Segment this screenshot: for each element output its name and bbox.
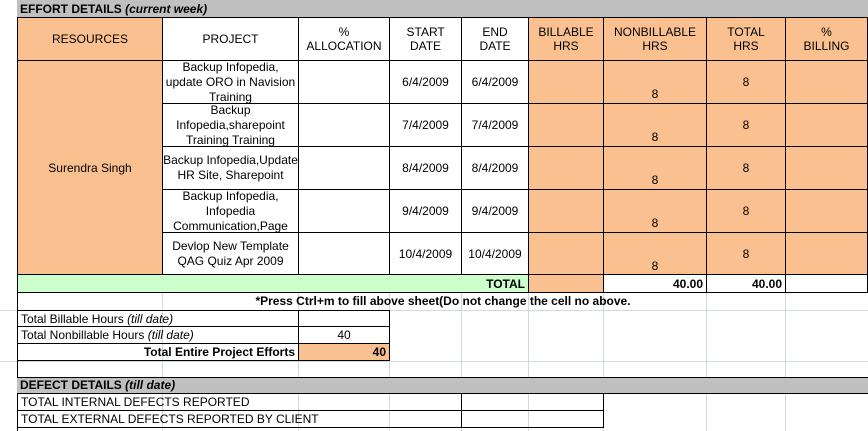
project-cell[interactable]: Backup Infopedia,Update HR Site, Sharepoint xyxy=(163,147,299,190)
billing-cell[interactable] xyxy=(786,147,868,190)
billable-cell[interactable] xyxy=(529,147,604,190)
nonbillable-label-text: Total Nonbillable Hours xyxy=(21,328,145,342)
allocation-cell[interactable] xyxy=(299,190,390,233)
nonbillable-cell[interactable]: 8 xyxy=(604,147,707,190)
total-hours-cell[interactable]: 40.00 xyxy=(707,275,786,293)
header-project[interactable]: PROJECT xyxy=(163,18,299,61)
nonbillable-label-note: (till date) xyxy=(147,328,194,342)
defect-title: DEFECT DETAILS xyxy=(20,378,122,392)
end-date-cell[interactable]: 7/4/2009 xyxy=(462,104,529,147)
billing-cell[interactable] xyxy=(786,104,868,147)
defect-title-note: (till date) xyxy=(125,378,176,392)
total-nonbillable-hours-label[interactable] xyxy=(17,327,299,344)
header-billable-hrs[interactable]: BILLABLE HRS xyxy=(529,18,604,61)
total-billable-cell[interactable] xyxy=(529,275,604,293)
internal-defects-label[interactable]: TOTAL INTERNAL DEFECTS REPORTED xyxy=(17,394,462,411)
total-hrs-cell[interactable]: 8 xyxy=(707,147,786,190)
total-hrs-cell[interactable]: 8 xyxy=(707,233,786,275)
header-billing[interactable]: % BILLING xyxy=(786,18,868,61)
allocation-cell[interactable] xyxy=(299,61,390,104)
start-date-cell[interactable]: 10/4/2009 xyxy=(390,233,462,275)
nonbillable-cell[interactable]: 8 xyxy=(604,104,707,147)
billable-cell[interactable] xyxy=(529,61,604,104)
allocation-cell[interactable] xyxy=(299,147,390,190)
external-defects-label[interactable]: TOTAL EXTERNAL DEFECTS REPORTED BY CLIENT xyxy=(17,411,462,428)
header-end-date[interactable]: END DATE xyxy=(462,18,529,61)
header-resources[interactable]: RESOURCES xyxy=(18,18,163,61)
end-date-cell[interactable]: 10/4/2009 xyxy=(462,233,529,275)
allocation-cell[interactable] xyxy=(299,233,390,275)
end-date-cell[interactable]: 9/4/2009 xyxy=(462,190,529,233)
billing-cell[interactable] xyxy=(786,190,868,233)
total-billable-hours-label[interactable] xyxy=(17,311,299,327)
total-hrs-cell[interactable]: 8 xyxy=(707,104,786,147)
billing-cell[interactable] xyxy=(786,61,868,104)
project-cell[interactable]: Devlop New Template QAG Quiz Apr 2009 xyxy=(163,233,299,275)
project-cell[interactable]: Backup Infopedia,sharepoint Training Training xyxy=(163,104,299,147)
total-billable-hours-value[interactable] xyxy=(299,311,390,327)
start-date-cell[interactable]: 6/4/2009 xyxy=(390,61,462,104)
nonbillable-cell[interactable]: 8 xyxy=(604,190,707,233)
effort-title: EFFORT DETAILS xyxy=(20,2,122,16)
defect-details-header[interactable] xyxy=(17,377,868,394)
end-date-cell[interactable]: 8/4/2009 xyxy=(462,147,529,190)
total-entire-project-efforts-value[interactable]: 40 xyxy=(299,344,390,361)
header-start-date[interactable]: START DATE xyxy=(390,18,462,61)
project-cell[interactable]: Backup Infopedia, update ORO in Navision Training xyxy=(163,61,299,104)
billable-cell[interactable] xyxy=(529,104,604,147)
internal-defects-value[interactable] xyxy=(462,394,604,411)
billable-label-text: Total Billable Hours xyxy=(21,311,124,326)
total-entire-project-efforts-label[interactable]: Total Entire Project Efforts xyxy=(17,344,299,361)
billing-cell[interactable] xyxy=(786,233,868,275)
total-nonbillable-hours-value[interactable]: 40 xyxy=(299,327,390,344)
end-date-cell[interactable]: 6/4/2009 xyxy=(462,61,529,104)
start-date-cell[interactable]: 9/4/2009 xyxy=(390,190,462,233)
resource-name[interactable]: Surendra Singh xyxy=(18,61,163,275)
total-hrs-cell[interactable]: 8 xyxy=(707,61,786,104)
effort-details-header[interactable] xyxy=(17,0,868,18)
start-date-cell[interactable]: 8/4/2009 xyxy=(390,147,462,190)
nonbillable-cell[interactable]: 8 xyxy=(604,61,707,104)
header-nonbillable-hrs[interactable]: NONBILLABLE HRS xyxy=(604,18,707,61)
total-billing-cell[interactable] xyxy=(786,275,868,293)
billable-cell[interactable] xyxy=(529,233,604,275)
fill-instruction-note: *Press Ctrl+m to fill above sheet(Do not change the cell no above. xyxy=(17,293,868,310)
allocation-cell[interactable] xyxy=(299,104,390,147)
project-cell[interactable]: Backup Infopedia, Infopedia Communication,Page xyxy=(163,190,299,233)
billable-label-note: (till date) xyxy=(127,311,174,326)
total-nonbillable-cell[interactable]: 40.00 xyxy=(604,275,707,293)
start-date-cell[interactable]: 7/4/2009 xyxy=(390,104,462,147)
total-hrs-cell[interactable]: 8 xyxy=(707,190,786,233)
total-row-label[interactable]: TOTAL xyxy=(18,275,529,293)
header-total-hrs[interactable]: TOTAL HRS xyxy=(707,18,786,61)
external-defects-value[interactable] xyxy=(462,411,604,428)
header-allocation[interactable]: % ALLOCATION xyxy=(299,18,390,61)
effort-title-note: (current week) xyxy=(125,2,208,16)
nonbillable-cell[interactable]: 8 xyxy=(604,233,707,275)
billable-cell[interactable] xyxy=(529,190,604,233)
